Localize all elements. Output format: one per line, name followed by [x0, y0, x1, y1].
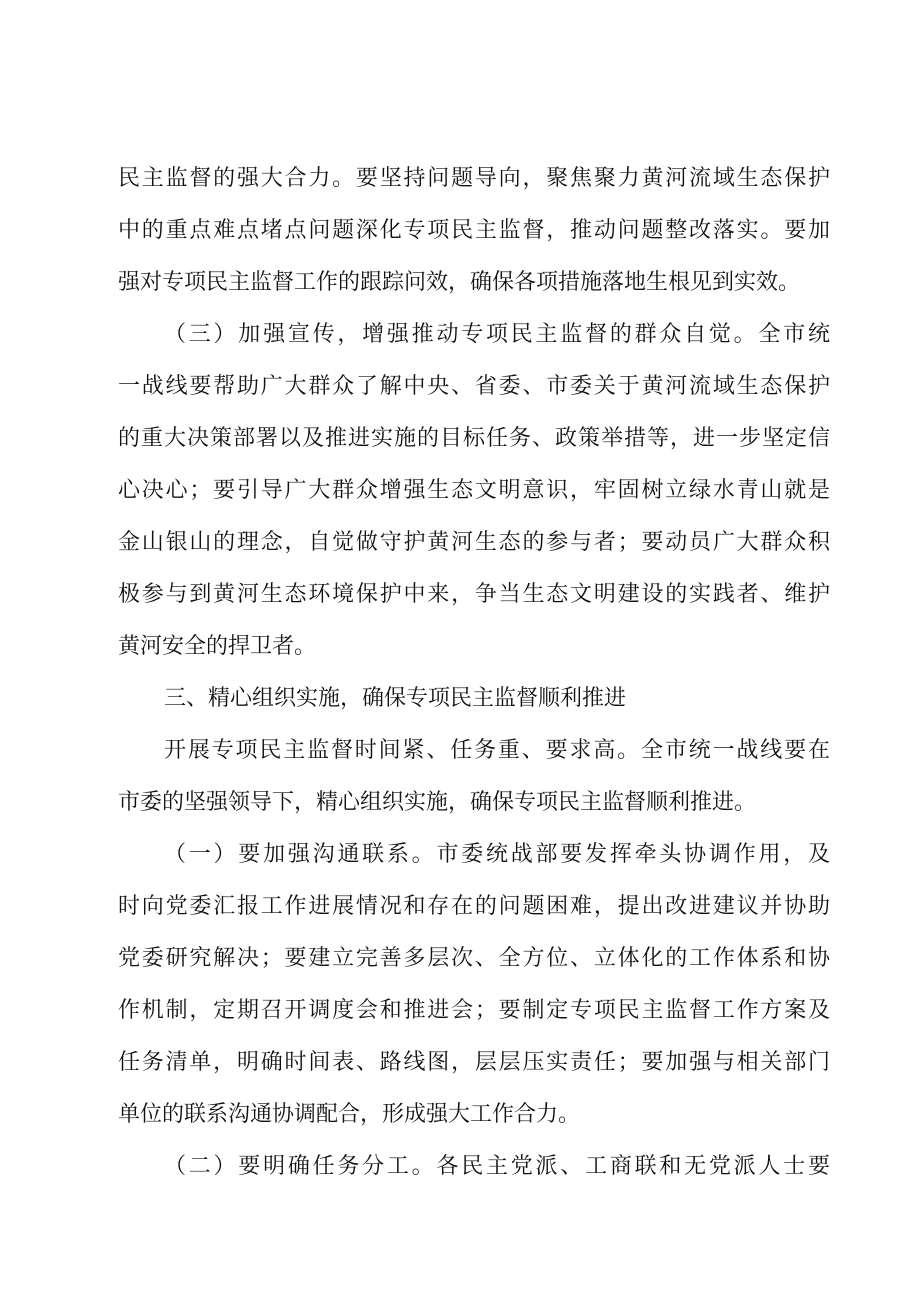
paragraph-line: 极参与到黄河生态环境保护中来，争当生态文明建设的实践者、维护	[118, 582, 830, 607]
paragraph-line: 强对专项民主监督工作的跟踪问效，确保各项措施落地生根见到实效。	[118, 270, 801, 295]
paragraph-line: 心决心；要引导广大群众增强生态文明意识，牢固树立绿水青山就是	[118, 478, 830, 503]
paragraph-line: 单位的联系沟通协调配合，形成强大工作合力。	[118, 1102, 581, 1127]
paragraph-line: 党委研究解决；要建立完善多层次、全方位、立体化的工作体系和协	[118, 946, 830, 971]
section-subheading-line: （三）加强宣传，增强推动专项民主监督的群众自觉。全市统	[164, 322, 830, 347]
paragraph-line: 市委的坚强领导下，精心组织实施，确保专项民主监督顺利推进。	[118, 790, 757, 815]
paragraph-line: 时向党委汇报工作进展情况和存在的问题困难，提出改进建议并协助	[118, 894, 830, 919]
section-subheading-line: （二）要明确任务分工。各民主党派、工商联和无党派人士要	[164, 1154, 830, 1179]
paragraph-line: 任务清单，明确时间表、路线图，层层压实责任；要加强与相关部门	[118, 1050, 830, 1075]
paragraph-line: 民主监督的强大合力。要坚持问题导向，聚焦聚力黄河流域生态保护	[118, 166, 830, 191]
paragraph-line: 金山银山的理念，自觉做守护黄河生态的参与者；要动员广大群众积	[118, 530, 830, 555]
section-heading: 三、精心组织实施，确保专项民主监督顺利推进	[164, 686, 627, 711]
paragraph-line: 的重大决策部署以及推进实施的目标任务、政策举措等，进一步坚定信	[118, 426, 830, 451]
paragraph-line: 黄河安全的捍卫者。	[118, 634, 317, 659]
paragraph-line: 作机制，定期召开调度会和推进会；要制定专项民主监督工作方案及	[118, 998, 830, 1023]
paragraph-line: 中的重点难点堵点问题深化专项民主监督，推动问题整改落实。要加	[118, 218, 830, 243]
section-subheading-line: （一）要加强沟通联系。市委统战部要发挥牵头协调作用，及	[164, 842, 830, 867]
paragraph-line: 一战线要帮助广大群众了解中央、省委、市委关于黄河流域生态保护	[118, 374, 830, 399]
paragraph-line: 开展专项民主监督时间紧、任务重、要求高。全市统一战线要在	[164, 738, 830, 763]
